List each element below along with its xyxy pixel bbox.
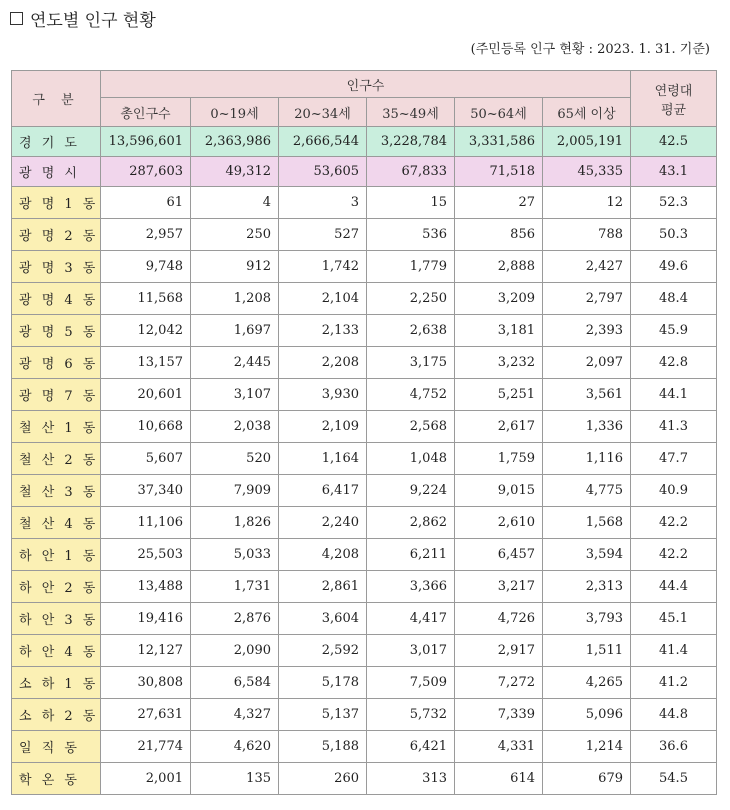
population-value-cell: 2,038 [191,411,279,443]
population-value-cell: 3,017 [367,635,455,667]
population-value-cell: 4,726 [455,603,543,635]
population-value-cell: 2,592 [279,635,367,667]
region-name-cell: 철 산 3 동 [12,475,101,507]
average-age-cell: 42.2 [631,539,717,571]
population-value-cell: 27,631 [101,699,191,731]
population-value-cell: 1,742 [279,251,367,283]
population-value-cell: 2,393 [543,315,631,347]
population-value-cell: 3,181 [455,315,543,347]
population-value-cell: 11,106 [101,507,191,539]
population-value-cell: 4,208 [279,539,367,571]
header-average-age-line2: 평균 [660,102,687,118]
population-value-cell: 2,001 [101,763,191,795]
average-age-cell: 40.9 [631,475,717,507]
population-value-cell: 1,779 [367,251,455,283]
population-value-cell: 2,097 [543,347,631,379]
population-value-cell: 9,015 [455,475,543,507]
population-value-cell: 67,833 [367,157,455,187]
average-age-cell: 44.8 [631,699,717,731]
population-value-cell: 49,312 [191,157,279,187]
population-value-cell: 2,861 [279,571,367,603]
region-name-cell: 하 안 3 동 [12,603,101,635]
average-age-cell: 48.4 [631,283,717,315]
region-name-cell: 학 온 동 [12,763,101,795]
population-value-cell: 3,793 [543,603,631,635]
population-value-cell: 1,048 [367,443,455,475]
table-row [12,667,717,699]
population-value-cell: 3,175 [367,347,455,379]
population-value-cell: 27 [455,187,543,219]
region-name-cell: 하 안 4 동 [12,635,101,667]
population-value-cell: 11,568 [101,283,191,315]
population-value-cell: 1,731 [191,571,279,603]
population-value-cell: 30,808 [101,667,191,699]
average-age-cell: 44.4 [631,571,717,603]
population-value-cell: 5,137 [279,699,367,731]
population-value-cell: 3,107 [191,379,279,411]
region-name-cell: 하 안 2 동 [12,571,101,603]
population-value-cell: 13,596,601 [101,127,191,157]
population-value-cell: 1,826 [191,507,279,539]
population-value-cell: 12 [543,187,631,219]
population-value-cell: 3,209 [455,283,543,315]
population-value-cell: 2,005,191 [543,127,631,157]
population-value-cell: 1,336 [543,411,631,443]
table-row [12,603,717,635]
population-value-cell: 6,584 [191,667,279,699]
population-value-cell: 4,752 [367,379,455,411]
population-value-cell: 520 [191,443,279,475]
population-value-cell: 3,228,784 [367,127,455,157]
region-name-cell: 광 명 시 [12,157,101,187]
population-value-cell: 4,331 [455,731,543,763]
average-age-cell: 47.7 [631,443,717,475]
population-value-cell: 7,272 [455,667,543,699]
population-value-cell: 19,416 [101,603,191,635]
table-row [12,219,717,251]
population-value-cell: 2,797 [543,283,631,315]
population-value-cell: 3,561 [543,379,631,411]
population-value-cell: 287,603 [101,157,191,187]
population-value-cell: 250 [191,219,279,251]
population-value-cell: 3,930 [279,379,367,411]
header-age-65-plus: 65세 이상 [543,98,631,127]
region-name-cell: 광 명 5 동 [12,315,101,347]
population-value-cell: 2,666,544 [279,127,367,157]
region-name-cell: 경 기 도 [12,127,101,157]
population-value-cell: 2,240 [279,507,367,539]
table-row [12,539,717,571]
header-age-50-64: 50~64세 [455,98,543,127]
region-name-cell: 소 하 2 동 [12,699,101,731]
region-name-cell: 광 명 6 동 [12,347,101,379]
population-value-cell: 614 [455,763,543,795]
region-name-cell: 광 명 2 동 [12,219,101,251]
population-value-cell: 5,033 [191,539,279,571]
header-total: 총인구수 [101,98,191,127]
population-value-cell: 6,457 [455,539,543,571]
population-value-cell: 25,503 [101,539,191,571]
header-age-0-19: 0~19세 [191,98,279,127]
header-age-20-34: 20~34세 [279,98,367,127]
table-row [12,443,717,475]
population-value-cell: 2,208 [279,347,367,379]
population-value-cell: 5,732 [367,699,455,731]
average-age-cell: 45.9 [631,315,717,347]
table-row [12,571,717,603]
population-value-cell: 1,214 [543,731,631,763]
region-name-cell: 소 하 1 동 [12,667,101,699]
population-value-cell: 6,211 [367,539,455,571]
population-value-cell: 2,638 [367,315,455,347]
average-age-cell: 45.1 [631,603,717,635]
population-value-cell: 2,363,986 [191,127,279,157]
population-value-cell: 4,620 [191,731,279,763]
region-name-cell: 광 명 7 동 [12,379,101,411]
population-value-cell: 4,417 [367,603,455,635]
population-value-cell: 2,313 [543,571,631,603]
population-value-cell: 788 [543,219,631,251]
population-value-cell: 2,445 [191,347,279,379]
population-value-cell: 20,601 [101,379,191,411]
population-value-cell: 12,127 [101,635,191,667]
average-age-cell: 50.3 [631,219,717,251]
page-title-text: 연도별 인구 현황 [30,10,156,31]
table-row [12,699,717,731]
population-value-cell: 2,090 [191,635,279,667]
population-value-cell: 2,888 [455,251,543,283]
population-value-cell: 12,042 [101,315,191,347]
table-row [12,187,717,219]
average-age-cell: 36.6 [631,731,717,763]
header-population: 인구수 [101,71,631,98]
average-age-cell: 54.5 [631,763,717,795]
population-value-cell: 6,417 [279,475,367,507]
table-row [12,635,717,667]
population-value-cell: 4,775 [543,475,631,507]
population-value-cell: 4,327 [191,699,279,731]
average-age-cell: 42.2 [631,507,717,539]
population-value-cell: 2,610 [455,507,543,539]
population-value-cell: 1,568 [543,507,631,539]
table-row [12,315,717,347]
population-value-cell: 1,164 [279,443,367,475]
population-value-cell: 856 [455,219,543,251]
population-value-cell: 1,116 [543,443,631,475]
table-row [12,283,717,315]
population-value-cell: 313 [367,763,455,795]
average-age-cell: 41.4 [631,635,717,667]
table-row [12,157,717,187]
region-name-cell: 광 명 4 동 [12,283,101,315]
population-value-cell: 1,759 [455,443,543,475]
population-value-cell: 2,133 [279,315,367,347]
header-category: 구 분 [12,71,101,127]
region-name-cell: 철 산 4 동 [12,507,101,539]
population-value-cell: 2,427 [543,251,631,283]
population-value-cell: 2,109 [279,411,367,443]
population-value-cell: 2,957 [101,219,191,251]
population-value-cell: 9,224 [367,475,455,507]
table-row [12,507,717,539]
population-value-cell: 53,605 [279,157,367,187]
population-value-cell: 2,250 [367,283,455,315]
population-value-cell: 135 [191,763,279,795]
population-value-cell: 3,604 [279,603,367,635]
average-age-cell: 52.3 [631,187,717,219]
population-value-cell: 37,340 [101,475,191,507]
population-value-cell: 3 [279,187,367,219]
region-name-cell: 하 안 1 동 [12,539,101,571]
population-value-cell: 1,208 [191,283,279,315]
population-value-cell: 3,594 [543,539,631,571]
population-value-cell: 4 [191,187,279,219]
average-age-cell: 44.1 [631,379,717,411]
population-value-cell: 21,774 [101,731,191,763]
population-value-cell: 7,509 [367,667,455,699]
reference-date-note: (주민등록 인구 현황 : 2023. 1. 31. 기준) [470,42,710,57]
population-value-cell: 2,104 [279,283,367,315]
table-row [12,731,717,763]
table-row [12,763,717,795]
average-age-cell: 42.8 [631,347,717,379]
header-age-35-49: 35~49세 [367,98,455,127]
population-value-cell: 2,617 [455,411,543,443]
population-value-cell: 3,232 [455,347,543,379]
population-value-cell: 5,096 [543,699,631,731]
population-value-cell: 679 [543,763,631,795]
population-value-cell: 7,909 [191,475,279,507]
population-value-cell: 5,607 [101,443,191,475]
checkbox-square-icon [10,12,23,25]
population-value-cell: 536 [367,219,455,251]
population-value-cell: 1,697 [191,315,279,347]
region-name-cell: 광 명 1 동 [12,187,101,219]
table-row [12,251,717,283]
population-table [11,70,717,795]
average-age-cell: 49.6 [631,251,717,283]
page-title [10,6,156,30]
region-name-cell: 철 산 2 동 [12,443,101,475]
header-average-age-line1: 연령대 [654,83,693,99]
average-age-cell: 41.3 [631,411,717,443]
population-value-cell: 71,518 [455,157,543,187]
population-value-cell: 15 [367,187,455,219]
table-row [12,127,717,157]
region-name-cell: 일 직 동 [12,731,101,763]
population-value-cell: 45,335 [543,157,631,187]
population-value-cell: 13,488 [101,571,191,603]
table-row [12,411,717,443]
population-value-cell: 2,917 [455,635,543,667]
population-value-cell: 527 [279,219,367,251]
population-value-cell: 912 [191,251,279,283]
population-value-cell: 13,157 [101,347,191,379]
population-value-cell: 61 [101,187,191,219]
table-row [12,475,717,507]
population-value-cell: 5,178 [279,667,367,699]
average-age-cell: 43.1 [631,157,717,187]
region-name-cell: 철 산 1 동 [12,411,101,443]
table-row [12,347,717,379]
average-age-cell: 41.2 [631,667,717,699]
table-row [12,379,717,411]
population-value-cell: 10,668 [101,411,191,443]
population-value-cell: 260 [279,763,367,795]
population-value-cell: 3,366 [367,571,455,603]
population-value-cell: 3,217 [455,571,543,603]
population-value-cell: 7,339 [455,699,543,731]
average-age-cell: 42.5 [631,127,717,157]
population-value-cell: 5,188 [279,731,367,763]
population-value-cell: 6,421 [367,731,455,763]
population-value-cell: 2,862 [367,507,455,539]
population-value-cell: 3,331,586 [455,127,543,157]
population-value-cell: 4,265 [543,667,631,699]
population-value-cell: 2,568 [367,411,455,443]
region-name-cell: 광 명 3 동 [12,251,101,283]
population-value-cell: 2,876 [191,603,279,635]
population-table-body [12,127,717,795]
population-value-cell: 5,251 [455,379,543,411]
header-average-age [631,71,717,127]
population-value-cell: 9,748 [101,251,191,283]
population-value-cell: 1,511 [543,635,631,667]
